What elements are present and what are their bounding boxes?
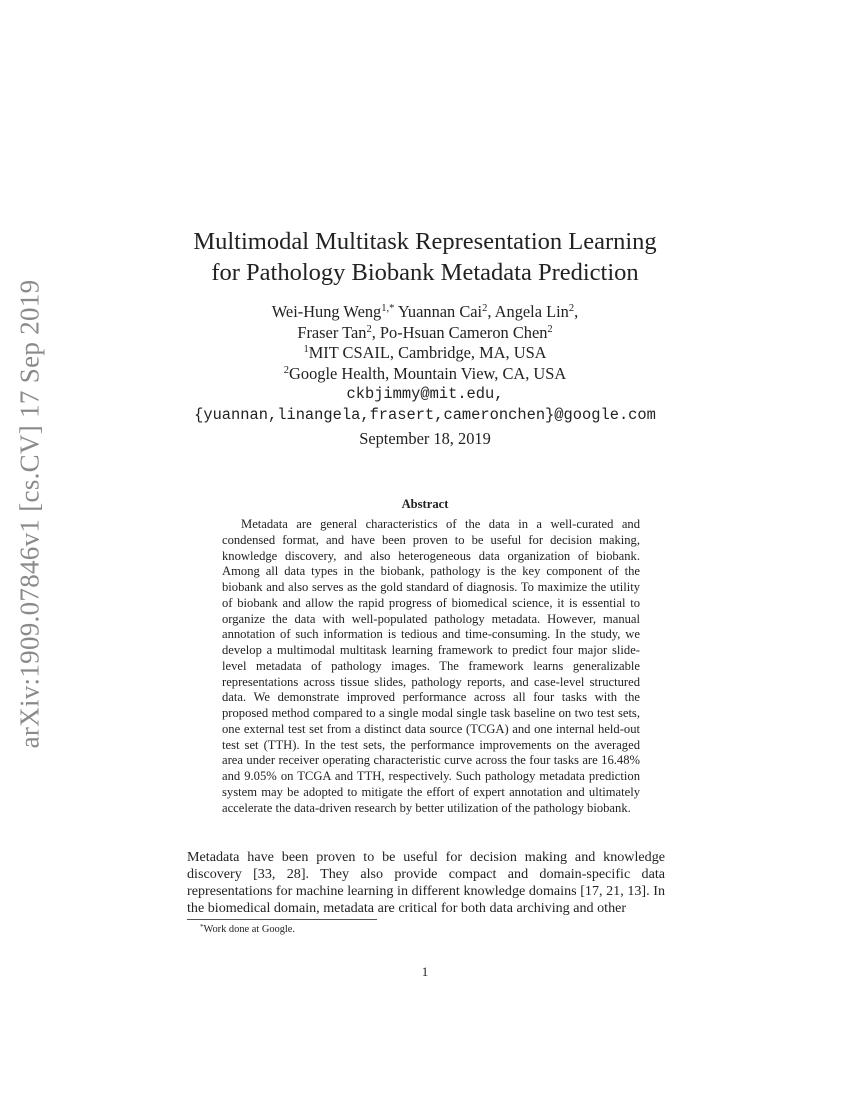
affiliation-mark: 1 [303,344,309,355]
author-affiliation-mark: 1,* [381,303,395,314]
affiliation-mark: 2 [283,364,290,376]
footnote-text: Work done at Google. [203,924,296,935]
author-affiliation-mark: 2 [482,303,488,314]
footnote-mark: * [200,923,204,931]
author-affiliation-mark: 2 [547,323,553,335]
footnote [200,924,295,935]
author-name: Po-Hsuan Cameron Chen [379,322,548,342]
affiliation-text: MIT CSAIL, Cambridge, MA, USA [308,343,547,362]
introduction-body [187,849,665,917]
affiliation-1 [0,343,850,364]
author-affiliation-mark: 2 [568,303,575,314]
publication-date: September 18, 2019 [359,429,491,448]
author-block [0,302,850,425]
abstract-body [222,517,640,816]
affiliation-2 [0,364,850,385]
title-line-1: Multimodal Multitask Representation Learning [193,228,657,255]
title-line-2: for Pathology Biobank Metadata Prediction [211,259,639,286]
author-affiliation-mark: 2 [366,323,372,335]
abstract-paragraph: Metadata are general characteristics of the data in a well-curated and condensed format, and have been proven to be useful for decision making, knowledge discovery, and also heterogeneous data organization of biobank. Among all data types in the biobank, pathology is the key component of the biobank and also serves as the gold standard of diagnosis. To maximize the utility of biobank and allow the rapid progress of biomedical science, it is essential to organize the data with well-populated pathology metadata. However, manual annotation of such information is tedious and time-consuming. In the study, we develop a multimodal multitask learning framework to predict four major slide-level metadata of pathology images. The framework learns generalizable representations across tissue slides, pathology reports, and case-level structured data. We demonstrate improved performance across all four tasks with the proposed method compared to a single modal single task baseline on two test sets, one external test set from a distinct data source (TCGA) and one internal held-out test set (TTH). In the test sets, the performance improvements on the averaged area under receiver operating characteristic curve across the four tasks are 16.48% and 9.05% on TCGA and TTH, respectively. Such pathology metadata prediction system may be adopted to mitigate the effort of expert annotation and ultimately accelerate the data-driven research by better utilization of the pathology biobank. [222,517,640,815]
author-name: Wei-Hung Weng [271,302,382,321]
author-name: Angela Lin [494,302,569,321]
arxiv-stamp-text: arXiv:1909.07846v1 [cs.CV] 17 Sep 2019 [14,279,45,749]
affiliation-text: Google Health, Mountain View, CA, USA [289,363,567,383]
author-name: Yuannan Cai [397,302,483,321]
body-paragraph: Metadata have been proven to be useful for decision making and knowledge discovery [33, 28]. They also provide compact and domain-specific data representations for machine learning in different knowledge domains [17, 21, 13]. In the biomedical domain, metadata are critical for both data archiving and other [187,849,665,916]
email-line-2: {yuannan,linangela,frasert,cameronchen}@google.com [194,405,656,424]
author-line-2: Fraser Tan$^2$, Po-Hsuan Cameron Chen$^2$ [297,322,553,342]
email-line-1: ckbjimmy@mit.edu, [346,385,504,403]
footnote-divider [187,919,377,920]
author-line-1: Wei-Hung Weng$^{1,*}$ Yuannan Cai$^2$, Angela Lin$^2$, [271,302,579,321]
author-name: Fraser Tan [297,322,367,342]
abstract-heading: Abstract [401,497,449,511]
page-number: 1 [421,964,429,979]
arxiv-identifier-stamp [0,0,60,1100]
paper-title [0,226,850,288]
